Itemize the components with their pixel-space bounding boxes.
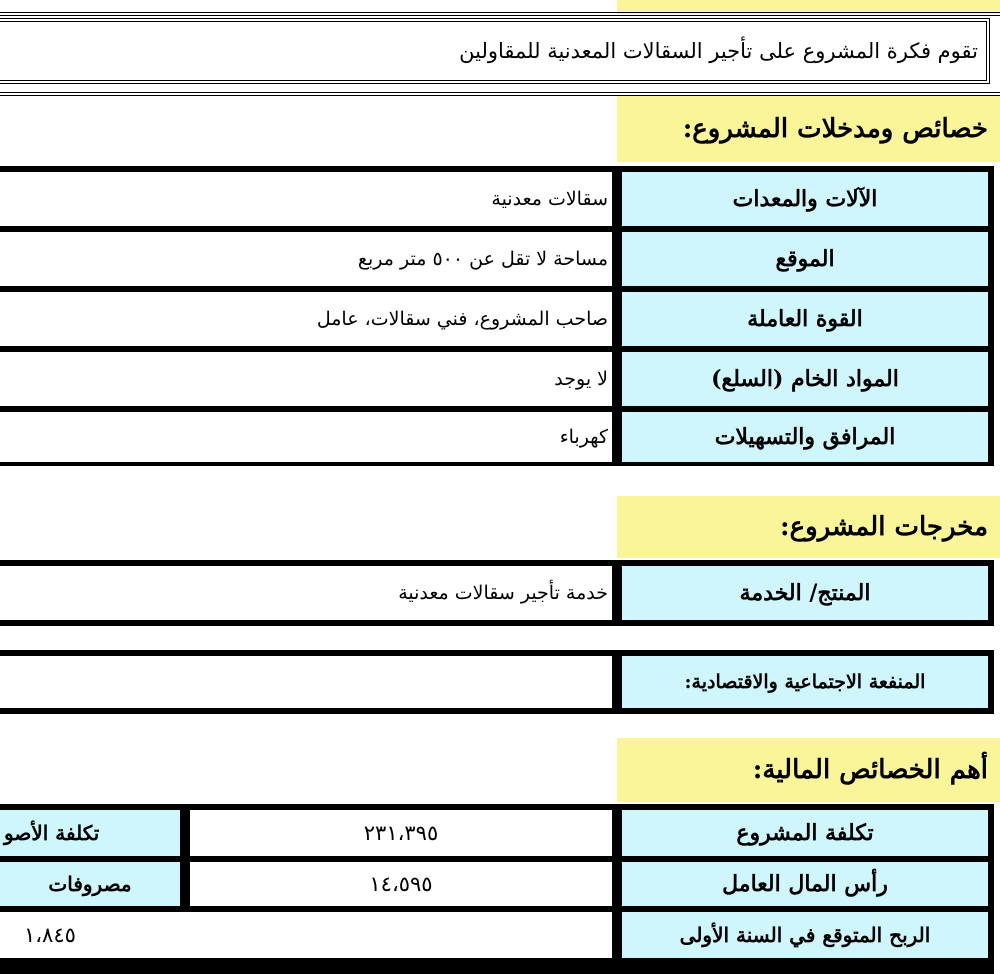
input-label-text: القوة العاملة [747, 306, 863, 332]
benefit-label-text: المنفعة الاجتماعية والاقتصادية: [684, 671, 926, 693]
input-row-label-3 [622, 292, 988, 346]
input-row-value-4 [0, 352, 612, 406]
inputs-section-title [617, 96, 1000, 162]
input-label-text: الموقع [775, 246, 835, 272]
input-value-text: صاحب المشروع، فني سقالات، عامل [316, 308, 608, 330]
financial-section-title [617, 738, 1000, 802]
financial-section-title-text: أهم الخصائص المالية: [752, 755, 988, 785]
product-label-text: المنتج/ الخدمة [739, 580, 871, 606]
input-value-text: لا يوجد [554, 368, 608, 390]
financial-value-text: ١٤،٥٩٥ [369, 872, 433, 896]
financial-side-label-text: تكلفة الأصو [4, 821, 100, 845]
input-row-label-4 [622, 352, 988, 406]
input-row-value-2 [0, 232, 612, 286]
input-row-value-5 [0, 412, 612, 462]
input-row-label-1 [622, 172, 988, 226]
financial-side-label-text: مصروفات [48, 872, 132, 896]
project-idea-text: تقوم فكرة المشروع على تأجير السقالات المعدنية للمقاولين [459, 39, 978, 63]
financial-label-text: تكلفة المشروع [736, 820, 874, 846]
financial-side-label-1 [0, 810, 180, 856]
input-label-text: المواد الخام (السلع) [711, 366, 899, 392]
financial-label-text: رأس المال العامل [722, 871, 888, 897]
benefit-value-cell [0, 656, 612, 708]
financial-value-3 [180, 912, 612, 958]
input-row-value-1 [0, 172, 612, 226]
financial-side-value-3 [0, 912, 180, 958]
input-value-text: مساحة لا تقل عن ٥٠٠ متر مربع [357, 248, 608, 270]
input-row-value-3 [0, 292, 612, 346]
outputs-section-title-text: مخرجات المشروع: [780, 512, 988, 542]
financial-side-value-text: ١،٨٤٥ [24, 923, 76, 947]
financial-label-3 [622, 912, 988, 958]
financial-label-2 [622, 862, 988, 906]
financial-label-1 [622, 810, 988, 856]
product-label-cell [622, 566, 988, 620]
benefit-label-cell [622, 656, 988, 708]
financial-value-1 [190, 810, 612, 856]
project-idea-box [0, 18, 990, 84]
financial-value-text: ٢٣١،٣٩٥ [363, 821, 439, 845]
input-label-text: المرافق والتسهيلات [714, 424, 896, 450]
inputs-section-title-text: خصائص ومدخلات المشروع: [682, 114, 988, 144]
input-label-text: الآلات والمعدات [732, 186, 878, 212]
product-value-text: خدمة تأجير سقالات معدنية [398, 582, 608, 604]
input-value-text: كهرباء [559, 426, 608, 448]
financial-side-label-2 [0, 862, 180, 906]
input-value-text: سقالات معدنية [491, 188, 608, 210]
product-value-cell [0, 566, 612, 620]
outputs-section-title [617, 496, 1000, 558]
financial-value-2 [190, 862, 612, 906]
input-row-label-5 [622, 412, 988, 462]
input-row-label-2 [622, 232, 988, 286]
financial-label-text: الربح المتوقع في السنة الأولى [679, 923, 931, 947]
